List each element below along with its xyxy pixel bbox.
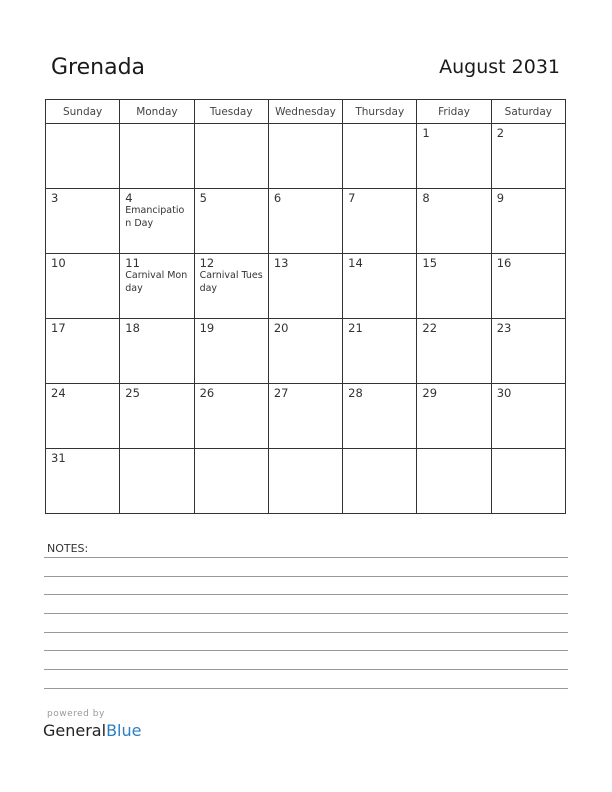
country-title: Grenada xyxy=(51,55,146,80)
note-line xyxy=(44,650,568,651)
weekday-header: Wednesday xyxy=(268,100,342,124)
day-cell xyxy=(194,319,268,384)
day-cell xyxy=(46,124,120,189)
day-number: 2 xyxy=(496,126,505,140)
day-cell xyxy=(120,189,194,254)
day-cell xyxy=(491,384,565,449)
day-number: 28 xyxy=(348,386,363,400)
day-cell xyxy=(268,449,342,514)
day-cell xyxy=(343,124,417,189)
day-cell xyxy=(491,319,565,384)
note-line xyxy=(44,669,568,670)
note-line xyxy=(44,632,568,633)
weekday-header: Friday xyxy=(417,100,491,124)
day-cell xyxy=(343,189,417,254)
note-line xyxy=(44,613,568,614)
weekday-header: Tuesday xyxy=(194,100,268,124)
day-cell xyxy=(491,124,565,189)
day-cell xyxy=(120,449,194,514)
day-number: 10 xyxy=(51,256,66,270)
day-number: 11 xyxy=(125,256,140,270)
day-cell xyxy=(417,319,491,384)
week-row xyxy=(46,189,566,254)
weekday-header: Monday xyxy=(120,100,194,124)
week-row xyxy=(46,319,566,384)
day-number: 16 xyxy=(496,256,512,270)
brand-general: General xyxy=(43,721,107,740)
day-cell xyxy=(343,254,417,319)
day-cell xyxy=(268,319,342,384)
brand-blue: Blue xyxy=(106,721,142,740)
week-row xyxy=(46,384,566,449)
weekday-header: Thursday xyxy=(343,100,417,124)
day-number: 30 xyxy=(496,386,512,400)
day-number: 21 xyxy=(348,321,363,335)
day-cell xyxy=(417,384,491,449)
month-year-title: August 2031 xyxy=(439,56,560,78)
holiday-label: Emancipation Day xyxy=(125,205,185,229)
day-number: 31 xyxy=(51,451,66,465)
day-number: 12 xyxy=(199,256,215,270)
day-cell xyxy=(120,254,194,319)
note-line xyxy=(44,688,568,689)
day-cell xyxy=(343,319,417,384)
day-cell xyxy=(417,254,491,319)
day-number: 8 xyxy=(422,191,430,205)
day-cell xyxy=(194,254,268,319)
note-line xyxy=(44,594,568,595)
day-number: 25 xyxy=(125,386,140,400)
day-number: 7 xyxy=(348,191,356,205)
day-cell xyxy=(46,449,120,514)
day-cell xyxy=(46,319,120,384)
calendar-grid xyxy=(45,99,566,514)
day-cell xyxy=(194,189,268,254)
day-cell xyxy=(417,189,491,254)
day-number: 22 xyxy=(422,321,438,335)
day-number: 19 xyxy=(199,321,215,335)
day-cell xyxy=(491,254,565,319)
weekday-header: Saturday xyxy=(491,100,565,124)
day-number: 20 xyxy=(273,321,289,335)
day-cell xyxy=(194,384,268,449)
day-cell xyxy=(46,189,120,254)
week-row xyxy=(46,124,566,189)
day-cell xyxy=(343,384,417,449)
day-cell xyxy=(417,449,491,514)
brand-logo[interactable] xyxy=(43,721,141,740)
day-number: 23 xyxy=(496,321,512,335)
day-number: 14 xyxy=(348,256,363,270)
day-cell xyxy=(343,449,417,514)
day-cell xyxy=(491,449,565,514)
day-number: 24 xyxy=(51,386,66,400)
day-number: 3 xyxy=(51,191,59,205)
day-number: 1 xyxy=(422,126,430,140)
day-number: 26 xyxy=(199,386,215,400)
day-cell xyxy=(417,124,491,189)
day-number: 17 xyxy=(51,321,66,335)
powered-by-text: powered by xyxy=(47,709,105,719)
day-number: 27 xyxy=(273,386,289,400)
day-cell xyxy=(194,124,268,189)
weekday-header: Sunday xyxy=(46,100,120,124)
note-line xyxy=(44,557,568,558)
week-row xyxy=(46,254,566,319)
day-cell xyxy=(194,449,268,514)
day-number: 18 xyxy=(125,321,140,335)
day-cell xyxy=(268,124,342,189)
day-number: 6 xyxy=(273,191,282,205)
day-cell xyxy=(46,384,120,449)
weekday-header-row xyxy=(46,100,566,124)
week-row xyxy=(46,449,566,514)
day-cell xyxy=(120,124,194,189)
holiday-label: Carnival Monday xyxy=(125,270,188,294)
day-number: 29 xyxy=(422,386,438,400)
day-cell xyxy=(46,254,120,319)
day-number: 9 xyxy=(496,191,505,205)
day-cell xyxy=(120,384,194,449)
holiday-label: Carnival Tuesday xyxy=(199,270,263,294)
day-number: 15 xyxy=(422,256,438,270)
day-number: 13 xyxy=(273,256,289,270)
day-cell xyxy=(491,189,565,254)
notes-label: NOTES: xyxy=(47,542,89,555)
day-cell xyxy=(268,254,342,319)
note-line xyxy=(44,576,568,577)
day-cell xyxy=(120,319,194,384)
day-cell xyxy=(268,384,342,449)
day-cell xyxy=(268,189,342,254)
day-number: 4 xyxy=(125,191,133,205)
day-number: 5 xyxy=(199,191,207,205)
